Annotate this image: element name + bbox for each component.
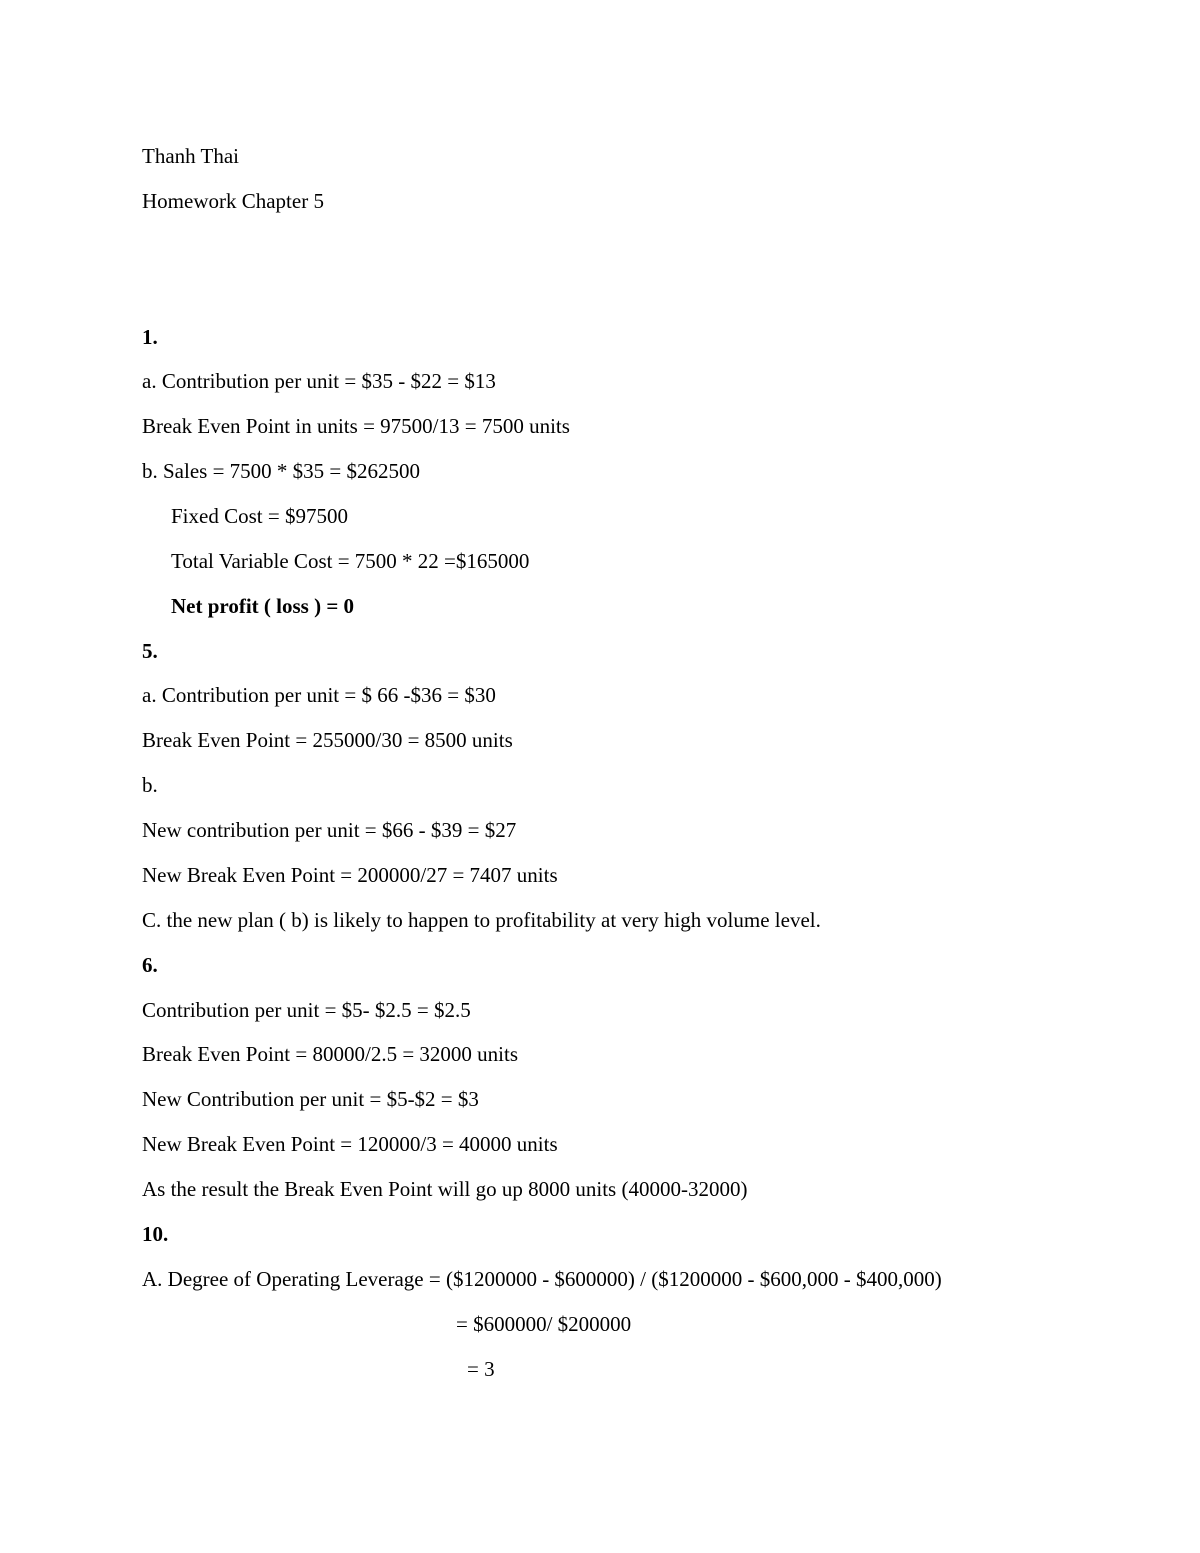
- q1-sales-line: b. Sales = 7500 * $35 = $262500: [142, 459, 421, 483]
- q1-contribution-line: a. Contribution per unit = $35 - $22 = $13: [142, 369, 496, 393]
- q10-dol-step-2: = $600000/ $200000: [456, 1312, 632, 1336]
- q5-new-break-even-line: New Break Even Point = 200000/27 = 7407 units: [142, 863, 558, 887]
- question-10-number: 10.: [142, 1222, 169, 1246]
- q1-net-profit-line: Net profit ( loss ) = 0: [171, 594, 355, 618]
- author-name: Thanh Thai: [142, 144, 240, 168]
- question-1-number: 1.: [142, 325, 158, 349]
- q5-break-even-line: Break Even Point = 255000/30 = 8500 units: [142, 728, 513, 752]
- q6-result-line: As the result the Break Even Point will go up 8000 units (40000-32000): [142, 1177, 748, 1201]
- question-5-number: 5.: [142, 639, 158, 663]
- q1-fixed-cost-line: Fixed Cost = $97500: [171, 504, 348, 528]
- q10-dol-formula-line: A. Degree of Operating Leverage = ($1200000 - $600000) / ($1200000 - $600,000 - $400,000): [142, 1267, 942, 1291]
- q1-break-even-line: Break Even Point in units = 97500/13 = 7500 units: [142, 414, 570, 438]
- q5-new-contribution-line: New contribution per unit = $66 - $39 = $27: [142, 818, 517, 842]
- q6-break-even-line: Break Even Point = 80000/2.5 = 32000 units: [142, 1042, 519, 1066]
- document-title: Homework Chapter 5: [142, 189, 324, 213]
- q6-contribution-line: Contribution per unit = $5- $2.5 = $2.5: [142, 998, 471, 1022]
- q5-part-c-answer: C. the new plan ( b) is likely to happen to profitability at very high volume level.: [142, 908, 821, 932]
- q5-part-b-label: b.: [142, 773, 158, 797]
- q10-dol-result: = 3: [467, 1357, 495, 1381]
- q6-new-contribution-line: New Contribution per unit = $5-$2 = $3: [142, 1087, 479, 1111]
- q1-variable-cost-line: Total Variable Cost = 7500 * 22 =$165000: [171, 549, 530, 573]
- q6-new-break-even-line: New Break Even Point = 120000/3 = 40000 units: [142, 1132, 558, 1156]
- q5-contribution-line: a. Contribution per unit = $ 66 -$36 = $30: [142, 683, 496, 707]
- question-6-number: 6.: [142, 953, 158, 977]
